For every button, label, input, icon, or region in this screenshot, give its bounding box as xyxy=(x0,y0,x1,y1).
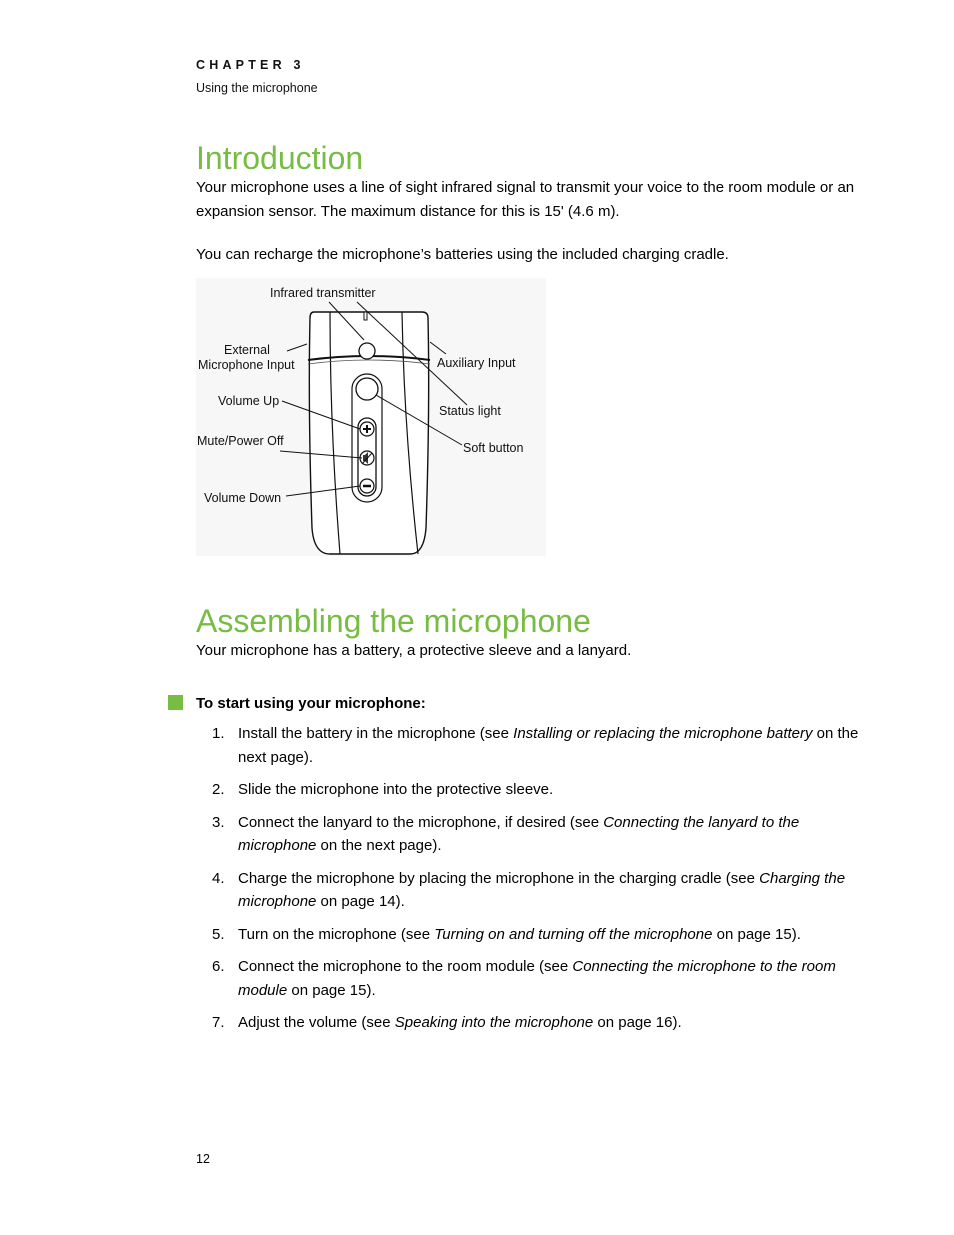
label-external-mic-line2: Microphone Input xyxy=(198,358,295,372)
label-soft-button: Soft button xyxy=(463,441,524,455)
step-text: Connect the lanyard to the microphone, if desired (see xyxy=(238,813,604,831)
task-marker-icon xyxy=(168,695,183,710)
task-title xyxy=(168,694,426,714)
step-text: Charge the microphone by placing the microphone in the charging cradle (see xyxy=(238,869,760,887)
step-text: on the next page). xyxy=(238,725,859,766)
list-item xyxy=(212,867,866,914)
step-number: 5. xyxy=(212,925,225,943)
step-text: Turn on the microphone (see xyxy=(238,925,435,943)
list-item xyxy=(212,778,866,802)
step-number: 2. xyxy=(212,781,225,798)
soft-button-icon xyxy=(356,378,378,400)
label-status-light: Status light xyxy=(439,404,501,418)
label-mute-power-off: Mute/Power Off xyxy=(197,434,284,448)
label-auxiliary-input: Auxiliary Input xyxy=(437,356,516,370)
chapter-section-title: Using the microphone xyxy=(196,81,318,95)
list-item xyxy=(212,955,866,1002)
step-reference-link[interactable]: Turning on and turning off the microphone xyxy=(434,925,713,943)
step-reference-link[interactable]: Connecting the lanyard to the microphone xyxy=(238,813,800,854)
step-text: on page 15). xyxy=(712,925,801,943)
introduction-heading: Introduction xyxy=(196,140,364,176)
step-reference-link[interactable]: Charging the microphone xyxy=(238,869,846,910)
step-number: 3. xyxy=(212,813,225,831)
list-item xyxy=(212,923,866,947)
microphone-illustration xyxy=(196,278,546,556)
steps-list xyxy=(212,722,866,1044)
microphone-diagram xyxy=(196,278,546,556)
step-text: on page 16). xyxy=(593,1014,682,1031)
step-reference-link[interactable]: Speaking into the microphone xyxy=(394,1014,594,1031)
step-number: 1. xyxy=(212,725,225,742)
label-volume-down: Volume Down xyxy=(204,491,282,505)
step-number: 7. xyxy=(212,1014,225,1031)
assembling-paragraph: Your microphone has a battery, a protective sleeve and a lanyard. xyxy=(196,642,632,659)
assembling-heading: Assembling the microphone xyxy=(196,603,591,639)
intro-paragraph-1: Your microphone uses a line of sight infrared signal to transmit your voice to the room module or an expansion sensor. The maximum distance for this is 15' (4.6 m). xyxy=(196,179,855,220)
list-item xyxy=(212,1011,866,1035)
page-number: 12 xyxy=(196,1152,210,1166)
label-external-mic-line1: External xyxy=(224,343,270,357)
step-number: 4. xyxy=(212,869,225,887)
task-title-text: To start using your microphone: xyxy=(196,695,426,712)
step-text: on the next page). xyxy=(316,837,442,854)
step-text: Install the battery in the microphone (see xyxy=(238,725,514,742)
step-text: Slide the microphone into the protective sleeve. xyxy=(238,781,554,798)
label-infrared-transmitter: Infrared transmitter xyxy=(270,286,376,300)
list-item xyxy=(212,722,866,769)
list-item xyxy=(212,811,866,858)
step-text: Connect the microphone to the room module (see xyxy=(238,958,573,975)
chapter-label: CHAPTER 3 xyxy=(196,58,305,72)
infrared-transmitter-icon xyxy=(364,312,367,320)
step-reference-link[interactable]: Connecting the microphone to the room module xyxy=(238,958,836,999)
status-light-icon xyxy=(359,343,375,359)
step-number: 6. xyxy=(212,958,225,975)
step-reference-link[interactable]: Installing or replacing the microphone battery xyxy=(513,725,813,742)
label-volume-up: Volume Up xyxy=(218,394,280,408)
step-text: on page 14). xyxy=(316,893,405,910)
step-text: Adjust the volume (see xyxy=(238,1014,395,1031)
intro-paragraph-2: You can recharge the microphone’s batteries using the included charging cradle. xyxy=(196,246,729,263)
step-text: on page 15). xyxy=(287,981,376,999)
